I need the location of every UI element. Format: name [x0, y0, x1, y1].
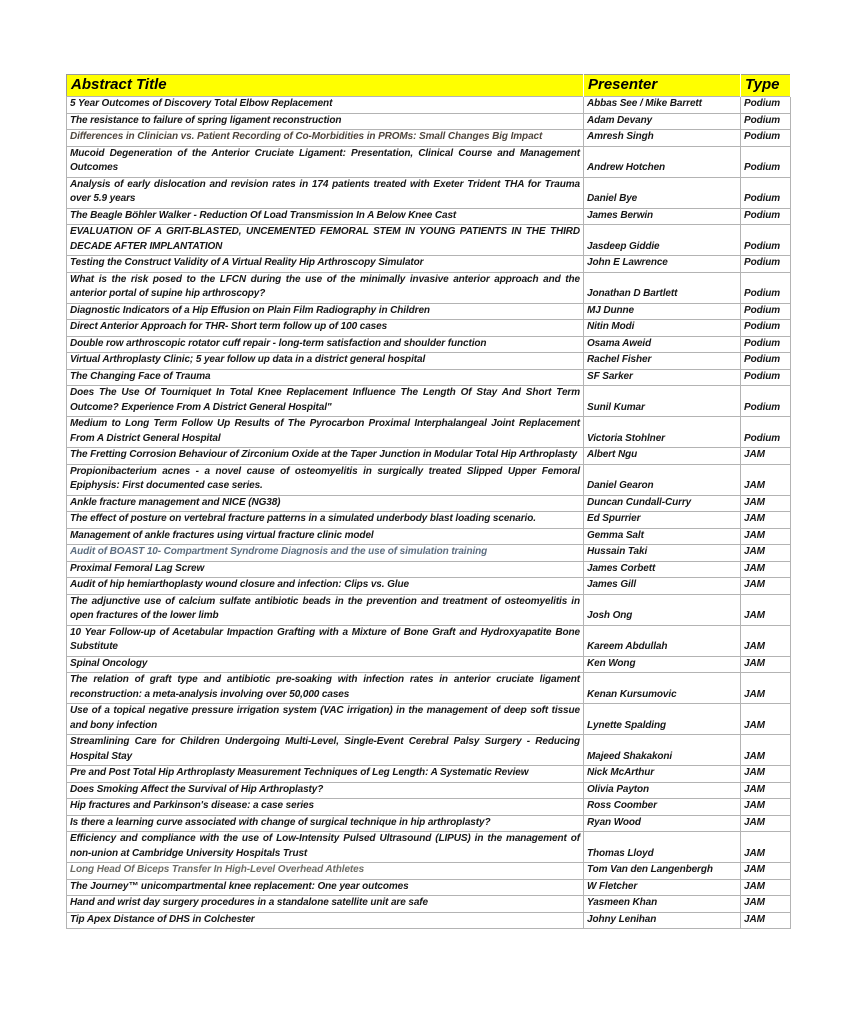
abstract-title-cell: The Fretting Corrosion Behaviour of Zirconium Oxide at the Taper Junction in Modular Total Hip Arthroplasty [67, 448, 584, 465]
type-cell: JAM [741, 464, 791, 495]
type-cell: JAM [741, 704, 791, 735]
abstract-title-cell: What is the risk posed to the LFCN during the use of the minimally invasive anterior approach and the anterior portal of supine hip arthroscopy? [67, 272, 584, 303]
presenter-cell: Daniel Gearon [584, 464, 741, 495]
type-column-header: Type [741, 75, 791, 97]
abstract-title-cell: Does The Use Of Tourniquet In Total Knee Replacement Influence The Length Of Stay And Short Term Outcome? Experience From A District General Hospital" [67, 386, 584, 417]
presenter-cell: Amresh Singh [584, 130, 741, 147]
abstract-title-cell: Audit of hip hemiarthoplasty wound closure and infection: Clips vs. Glue [67, 578, 584, 595]
abstract-title-cell: The Beagle Böhler Walker - Reduction Of Load Transmission In A Below Knee Cast [67, 208, 584, 225]
table-row [67, 912, 791, 929]
table-row [67, 512, 791, 529]
type-cell: Podium [741, 272, 791, 303]
abstract-title-cell: Medium to Long Term Follow Up Results of The Pyrocarbon Proximal Interphalangeal Joint Replacement From A District General Hospital [67, 417, 584, 448]
table-row [67, 130, 791, 147]
type-cell: Podium [741, 225, 791, 256]
type-cell: Podium [741, 146, 791, 177]
abstract-title-cell: The relation of graft type and antibiotic pre-soaking with infection rates in anterior cruciate ligament reconstruction: a meta-analysis involving over 50,000 cases [67, 673, 584, 704]
type-cell: Podium [741, 353, 791, 370]
type-cell: JAM [741, 896, 791, 913]
table-row [67, 782, 791, 799]
table-row [67, 578, 791, 595]
abstract-title-cell: Testing the Construct Validity of A Virtual Reality Hip Arthroscopy Simulator [67, 256, 584, 273]
table-row [67, 799, 791, 816]
abstract-title-cell: Double row arthroscopic rotator cuff repair - long-term satisfaction and shoulder function [67, 336, 584, 353]
type-cell: JAM [741, 673, 791, 704]
presenter-cell: Daniel Bye [584, 177, 741, 208]
abstract-title-cell: Hand and wrist day surgery procedures in a standalone satellite unit are safe [67, 896, 584, 913]
presenter-cell: Abbas See / Mike Barrett [584, 97, 741, 114]
table-row [67, 495, 791, 512]
presenter-cell: Lynette Spalding [584, 704, 741, 735]
presenter-cell: Nitin Modi [584, 320, 741, 337]
table-row [67, 896, 791, 913]
table-row [67, 545, 791, 562]
abstract-title-cell: Diagnostic Indicators of a Hip Effusion on Plain Film Radiography in Children [67, 303, 584, 320]
table-row [67, 386, 791, 417]
abstract-title-cell: Analysis of early dislocation and revision rates in 174 patients treated with Exeter Trident THA for Trauma over 5.9 years [67, 177, 584, 208]
table-row [67, 625, 791, 656]
type-cell: Podium [741, 256, 791, 273]
table-row [67, 464, 791, 495]
presenter-cell: MJ Dunne [584, 303, 741, 320]
presenter-cell: Majeed Shakakoni [584, 735, 741, 766]
type-cell: JAM [741, 528, 791, 545]
table-row [67, 256, 791, 273]
table-row [67, 303, 791, 320]
presenter-cell: Kareem Abdullah [584, 625, 741, 656]
abstract-title-cell: The resistance to failure of spring ligament reconstruction [67, 113, 584, 130]
table-row [67, 177, 791, 208]
table-row [67, 594, 791, 625]
presenter-cell: Gemma Salt [584, 528, 741, 545]
type-cell: Podium [741, 208, 791, 225]
presenter-cell: Ryan Wood [584, 815, 741, 832]
abstract-title-cell: Propionibacterium acnes - a novel cause of osteomyelitis in surgically treated Slipped Upper Femoral Epiphysis: First documented case series. [67, 464, 584, 495]
abstract-title-cell: EVALUATION OF A GRIT-BLASTED, UNCEMENTED FEMORAL STEM IN YOUNG PATIENTS IN THE THIRD DECADE AFTER IMPLANTATION [67, 225, 584, 256]
presenter-cell: Ed Spurrier [584, 512, 741, 529]
table-row [67, 97, 791, 114]
table-row [67, 673, 791, 704]
table-row [67, 832, 791, 863]
abstract-title-cell: The Changing Face of Trauma [67, 369, 584, 386]
abstract-title-cell: Is there a learning curve associated with change of surgical technique in hip arthroplasty? [67, 815, 584, 832]
abstract-title-cell: Direct Anterior Approach for THR- Short term follow up of 100 cases [67, 320, 584, 337]
abstract-title-cell: Does Smoking Affect the Survival of Hip Arthroplasty? [67, 782, 584, 799]
type-cell: JAM [741, 656, 791, 673]
abstract-title-column-header: Abstract Title [67, 75, 584, 97]
abstract-title-cell: The Journey™ unicompartmental knee replacement: One year outcomes [67, 879, 584, 896]
abstracts-table [66, 74, 791, 929]
table-row [67, 815, 791, 832]
type-cell: JAM [741, 448, 791, 465]
type-cell: JAM [741, 512, 791, 529]
type-cell: JAM [741, 879, 791, 896]
table-row [67, 225, 791, 256]
presenter-cell: Albert Ngu [584, 448, 741, 465]
presenter-cell: Osama Aweid [584, 336, 741, 353]
type-cell: Podium [741, 336, 791, 353]
table-row [67, 879, 791, 896]
type-cell: Podium [741, 320, 791, 337]
abstract-title-cell: Proximal Femoral Lag Screw [67, 561, 584, 578]
table-row [67, 735, 791, 766]
type-cell: JAM [741, 625, 791, 656]
presenter-cell: James Berwin [584, 208, 741, 225]
presenter-cell: SF Sarker [584, 369, 741, 386]
type-cell: Podium [741, 113, 791, 130]
table-row [67, 528, 791, 545]
abstract-title-cell: Long Head Of Biceps Transfer In High-Level Overhead Athletes [67, 863, 584, 880]
presenter-cell: Sunil Kumar [584, 386, 741, 417]
type-cell: Podium [741, 130, 791, 147]
presenter-cell: Jasdeep Giddie [584, 225, 741, 256]
header-row [67, 75, 791, 97]
type-cell: JAM [741, 545, 791, 562]
table-row [67, 417, 791, 448]
presenter-cell: Victoria Stohlner [584, 417, 741, 448]
presenter-cell: Yasmeen Khan [584, 896, 741, 913]
presenter-cell: Ken Wong [584, 656, 741, 673]
presenter-cell: Duncan Cundall-Curry [584, 495, 741, 512]
type-cell: Podium [741, 97, 791, 114]
type-cell: Podium [741, 417, 791, 448]
type-cell: Podium [741, 177, 791, 208]
abstract-title-cell: The adjunctive use of calcium sulfate antibiotic beads in the prevention and treatment of osteomyelitis in open fractures of the lower limb [67, 594, 584, 625]
table-row [67, 863, 791, 880]
table-row [67, 353, 791, 370]
abstract-title-cell: Efficiency and compliance with the use of Low-Intensity Pulsed Ultrasound (LIPUS) in the management of non-union at Cambridge University Hospitals Trust [67, 832, 584, 863]
abstract-title-cell: Use of a topical negative pressure irrigation system (VAC irrigation) in the management of deep soft tissue and bony infection [67, 704, 584, 735]
presenter-cell: Thomas Lloyd [584, 832, 741, 863]
type-cell: JAM [741, 799, 791, 816]
table-row [67, 272, 791, 303]
presenter-cell: Andrew Hotchen [584, 146, 741, 177]
presenter-cell: James Corbett [584, 561, 741, 578]
type-cell: JAM [741, 912, 791, 929]
abstracts-document-page [66, 74, 791, 929]
table-row [67, 146, 791, 177]
type-cell: JAM [741, 863, 791, 880]
table-row [67, 766, 791, 783]
type-cell: JAM [741, 832, 791, 863]
table-row [67, 113, 791, 130]
abstract-title-cell: Management of ankle fractures using virtual fracture clinic model [67, 528, 584, 545]
abstracts-table-body [67, 97, 791, 929]
presenter-cell: Josh Ong [584, 594, 741, 625]
table-row [67, 704, 791, 735]
presenter-cell: John E Lawrence [584, 256, 741, 273]
presenter-cell: Kenan Kursumovic [584, 673, 741, 704]
table-row [67, 561, 791, 578]
abstract-title-cell: The effect of posture on vertebral fracture patterns in a simulated underbody blast loading scenario. [67, 512, 584, 529]
presenter-cell: Adam Devany [584, 113, 741, 130]
abstract-title-cell: Spinal Oncology [67, 656, 584, 673]
abstract-title-cell: Tip Apex Distance of DHS in Colchester [67, 912, 584, 929]
type-cell: Podium [741, 369, 791, 386]
abstract-title-cell: Audit of BOAST 10- Compartment Syndrome Diagnosis and the use of simulation training [67, 545, 584, 562]
table-row [67, 208, 791, 225]
abstract-title-cell: Streamlining Care for Children Undergoing Multi-Level, Single-Event Cerebral Palsy Surgery - Reducing Hospital Stay [67, 735, 584, 766]
type-cell: JAM [741, 561, 791, 578]
abstract-title-cell: Pre and Post Total Hip Arthroplasty Measurement Techniques of Leg Length: A Systematic Review [67, 766, 584, 783]
presenter-cell: W Fletcher [584, 879, 741, 896]
type-cell: JAM [741, 766, 791, 783]
type-cell: Podium [741, 303, 791, 320]
type-cell: JAM [741, 594, 791, 625]
type-cell: JAM [741, 578, 791, 595]
abstract-title-cell: Ankle fracture management and NICE (NG38) [67, 495, 584, 512]
type-cell: JAM [741, 815, 791, 832]
presenter-cell: Johny Lenihan [584, 912, 741, 929]
table-row [67, 369, 791, 386]
presenter-cell: Olivia Payton [584, 782, 741, 799]
abstract-title-cell: Virtual Arthroplasty Clinic; 5 year follow up data in a district general hospital [67, 353, 584, 370]
type-cell: JAM [741, 782, 791, 799]
presenter-cell: Nick McArthur [584, 766, 741, 783]
abstract-title-cell: Differences in Clinician vs. Patient Recording of Co-Morbidities in PROMs: Small Changes Big Impact [67, 130, 584, 147]
table-row [67, 656, 791, 673]
abstract-title-cell: Mucoid Degeneration of the Anterior Cruciate Ligament: Presentation, Clinical Course and Management Outcomes [67, 146, 584, 177]
type-cell: JAM [741, 735, 791, 766]
table-row [67, 448, 791, 465]
presenter-cell: James Gill [584, 578, 741, 595]
abstract-title-cell: 10 Year Follow-up of Acetabular Impaction Grafting with a Mixture of Bone Graft and Hydroxyapatite Bone Substitute [67, 625, 584, 656]
presenter-cell: Jonathan D Bartlett [584, 272, 741, 303]
abstracts-table-header [67, 75, 791, 97]
presenter-column-header: Presenter [584, 75, 741, 97]
presenter-cell: Rachel Fisher [584, 353, 741, 370]
abstract-title-cell: 5 Year Outcomes of Discovery Total Elbow Replacement [67, 97, 584, 114]
presenter-cell: Ross Coomber [584, 799, 741, 816]
table-row [67, 320, 791, 337]
presenter-cell: Tom Van den Langenbergh [584, 863, 741, 880]
abstract-title-cell: Hip fractures and Parkinson's disease: a case series [67, 799, 584, 816]
presenter-cell: Hussain Taki [584, 545, 741, 562]
type-cell: JAM [741, 495, 791, 512]
table-row [67, 336, 791, 353]
type-cell: Podium [741, 386, 791, 417]
